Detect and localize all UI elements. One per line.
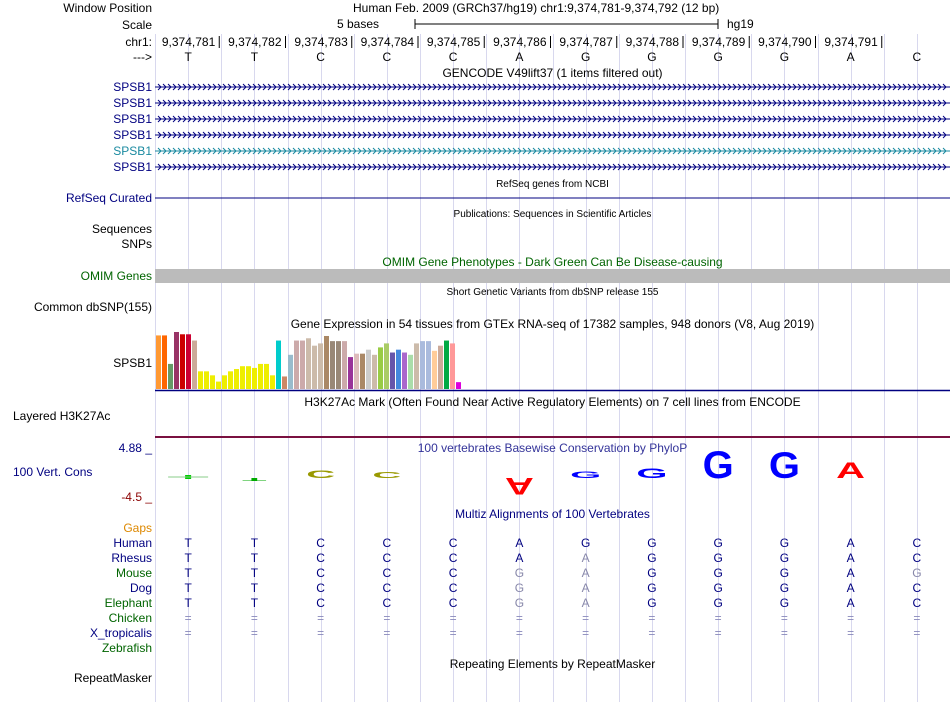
gtex-track-title: Gene Expression in 54 tissues from GTEx RNA-seq of 17382 samples, 948 donors (V8, Aug 2019) bbox=[290, 317, 815, 331]
ruler-position: 9,374,785 bbox=[426, 35, 481, 49]
multiz-base: G bbox=[713, 551, 723, 565]
multiz-base: C bbox=[912, 596, 922, 610]
gencode-track-label[interactable]: SPSB1 bbox=[113, 80, 152, 94]
repeatmasker-track-label[interactable]: RepeatMasker bbox=[73, 671, 152, 685]
gtex-tissue-bar bbox=[420, 341, 425, 389]
publications-snps-label[interactable]: SNPs bbox=[121, 237, 152, 251]
gtex-tissue-bar bbox=[264, 364, 269, 389]
track-background-svg bbox=[155, 0, 950, 702]
multiz-base: = bbox=[449, 611, 457, 625]
multiz-base: T bbox=[250, 551, 259, 565]
gtex-tissue-bar bbox=[258, 364, 263, 389]
multiz-base: G bbox=[713, 536, 723, 550]
omim-phenotype-bar bbox=[155, 269, 950, 283]
multiz-base: = bbox=[847, 611, 855, 625]
multiz-base: G bbox=[779, 581, 790, 595]
species-label-chicken: Chicken bbox=[108, 611, 152, 625]
multiz-base: T bbox=[250, 596, 259, 610]
multiz-base: = bbox=[250, 626, 258, 640]
gtex-tissue-bar bbox=[240, 366, 245, 389]
assembly-label: hg19 bbox=[727, 17, 754, 31]
species-label-elephant: Elephant bbox=[104, 596, 152, 610]
strand-label: ---> bbox=[133, 50, 152, 64]
multiz-base: G bbox=[713, 596, 723, 610]
multiz-base: C bbox=[316, 566, 325, 580]
multiz-base: G bbox=[779, 551, 790, 565]
phylop-base-letter: A bbox=[836, 457, 866, 483]
gtex-tissue-bar bbox=[222, 375, 227, 389]
multiz-base: A bbox=[846, 596, 855, 610]
scale-bar-text: 5 bases bbox=[337, 17, 380, 31]
h3k27ac-track-title: H3K27Ac Mark (Often Found Near Active Regulatory Elements) on 7 cell lines from ENCODE bbox=[304, 395, 801, 409]
multiz-base: = bbox=[780, 626, 788, 640]
gtex-tissue-bar bbox=[438, 346, 443, 389]
gtex-tissue-bar bbox=[318, 343, 323, 389]
reference-base: G bbox=[779, 50, 790, 64]
gtex-tissue-bar bbox=[276, 341, 281, 389]
reference-base: A bbox=[846, 50, 855, 64]
gencode-track-title: GENCODE V49lift37 (1 items filtered out) bbox=[442, 66, 663, 80]
dbsnp-track-title: Short Genetic Variants from dbSNP release 155 bbox=[446, 287, 659, 298]
multiz-base: T bbox=[250, 566, 259, 580]
ruler-position: 9,374,783 bbox=[294, 35, 348, 49]
gtex-tissue-bar bbox=[210, 375, 215, 389]
multiz-base: = bbox=[515, 626, 523, 640]
ruler-position: 9,374,786 bbox=[493, 35, 547, 49]
multiz-base: = bbox=[913, 611, 921, 625]
phylop-base-letter: T bbox=[242, 476, 267, 483]
multiz-base: A bbox=[581, 566, 590, 580]
multiz-base: = bbox=[648, 611, 656, 625]
gtex-tissue-bar bbox=[168, 364, 173, 389]
multiz-base: T bbox=[250, 536, 259, 550]
multiz-base: = bbox=[184, 611, 192, 625]
gtex-tissue-bar bbox=[324, 336, 329, 389]
multiz-base: = bbox=[250, 611, 258, 625]
multiz-base: C bbox=[912, 551, 922, 565]
gtex-tissue-bar bbox=[294, 341, 299, 389]
gtex-tissue-bar bbox=[378, 347, 383, 389]
ruler-position: 9,374,788 bbox=[625, 35, 679, 49]
multiz-base: G bbox=[580, 536, 591, 550]
multiz-base: G bbox=[779, 596, 790, 610]
h3k27ac-track-label[interactable]: Layered H3K27Ac bbox=[13, 409, 111, 423]
chromosome-label: chr1: bbox=[125, 35, 152, 49]
omim-track-label[interactable]: OMIM Genes bbox=[80, 269, 152, 283]
refseq-track-title: RefSeq genes from NCBI bbox=[496, 179, 609, 190]
multiz-base: A bbox=[581, 596, 590, 610]
gtex-tissue-bar bbox=[372, 355, 377, 389]
multiz-base: A bbox=[846, 551, 855, 565]
multiz-base: = bbox=[780, 611, 788, 625]
gtex-tissue-bar bbox=[342, 341, 347, 389]
gencode-track-label[interactable]: SPSB1 bbox=[113, 160, 152, 174]
reference-base: C bbox=[316, 50, 325, 64]
multiz-base: G bbox=[514, 596, 525, 610]
refseq-track-label[interactable]: RefSeq Curated bbox=[65, 191, 152, 205]
multiz-base: G bbox=[647, 581, 657, 595]
gtex-tissue-bar bbox=[282, 376, 287, 389]
ruler-position: 9,374,789 bbox=[691, 35, 746, 49]
multiz-base: G bbox=[647, 551, 657, 565]
phylop-base-letter: G bbox=[768, 445, 800, 487]
multiz-base: = bbox=[582, 611, 590, 625]
multiz-base: = bbox=[383, 626, 391, 640]
multiz-base: T bbox=[184, 536, 192, 550]
phylop-track-label[interactable]: 100 Vert. Cons bbox=[13, 465, 93, 479]
gtex-tissue-bar bbox=[348, 357, 353, 389]
multiz-base: C bbox=[448, 551, 458, 565]
multiz-base: T bbox=[184, 596, 192, 610]
gtex-tissue-bar bbox=[270, 375, 275, 389]
multiz-base: C bbox=[382, 536, 392, 550]
multiz-base: T bbox=[184, 581, 192, 595]
gtex-tissue-bar bbox=[426, 341, 431, 389]
reference-base: C bbox=[912, 50, 922, 64]
phylop-base-letter: A bbox=[504, 472, 534, 500]
phylop-base-letter: G bbox=[636, 465, 668, 482]
multiz-base: A bbox=[846, 566, 855, 580]
multiz-base: C bbox=[448, 581, 458, 595]
phylop-base-letter: C bbox=[372, 470, 402, 481]
species-label-human: Human bbox=[113, 536, 152, 550]
gtex-tissue-bar bbox=[306, 338, 311, 389]
multiz-track-title: Multiz Alignments of 100 Vertebrates bbox=[455, 507, 650, 521]
gtex-tissue-bar bbox=[444, 341, 449, 389]
multiz-base: = bbox=[184, 626, 192, 640]
multiz-base: A bbox=[846, 581, 855, 595]
ruler-position: 9,374,784 bbox=[360, 35, 414, 49]
multiz-base: C bbox=[316, 596, 325, 610]
multiz-base: = bbox=[648, 626, 656, 640]
species-label-rhesus: Rhesus bbox=[111, 551, 152, 565]
species-label-mouse: Mouse bbox=[115, 566, 152, 580]
multiz-base: = bbox=[714, 611, 722, 625]
multiz-base: G bbox=[713, 581, 723, 595]
reference-base: C bbox=[382, 50, 392, 64]
gtex-tissue-bar bbox=[432, 351, 437, 389]
dbsnp-track-label[interactable]: Common dbSNP(155) bbox=[33, 300, 152, 314]
multiz-base: G bbox=[647, 566, 657, 580]
multiz-base: = bbox=[847, 626, 855, 640]
phylop-ymax-label: 4.88 _ bbox=[118, 441, 152, 455]
gtex-tissue-bar bbox=[246, 366, 251, 389]
gtex-tissue-bar bbox=[180, 334, 185, 389]
reference-base: A bbox=[515, 50, 524, 64]
gtex-tissue-bar bbox=[288, 355, 293, 389]
gtex-tissue-bar bbox=[156, 335, 161, 389]
multiz-base: = bbox=[515, 611, 523, 625]
multiz-base: G bbox=[912, 566, 922, 580]
multiz-base: C bbox=[912, 581, 922, 595]
gtex-tissue-bar bbox=[354, 354, 359, 389]
multiz-base: C bbox=[316, 536, 325, 550]
multiz-base: T bbox=[184, 566, 192, 580]
gtex-tissue-bar bbox=[174, 332, 179, 389]
gtex-tissue-bar bbox=[456, 382, 461, 389]
publications-track-title: Publications: Sequences in Scientific Articles bbox=[453, 209, 652, 220]
gtex-tissue-bar bbox=[186, 334, 191, 389]
multiz-base: = bbox=[913, 626, 921, 640]
gtex-tissue-bar bbox=[360, 354, 365, 389]
gtex-tissue-bar bbox=[330, 341, 335, 389]
gtex-tissue-bar bbox=[408, 355, 413, 389]
ruler-position: 9,374,782 bbox=[228, 35, 282, 49]
phylop-track-title: 100 vertebrates Basewise Conservation by PhyloP bbox=[417, 441, 688, 455]
gtex-tissue-bar bbox=[228, 371, 233, 389]
omim-track-title: OMIM Gene Phenotypes - Dark Green Can Be Disease-causing bbox=[382, 255, 723, 269]
gtex-tissue-bar bbox=[414, 343, 419, 389]
gtex-tissue-bar bbox=[396, 350, 401, 389]
multiz-base: A bbox=[846, 536, 855, 550]
gtex-tissue-bar bbox=[252, 368, 257, 389]
multiz-base: C bbox=[382, 596, 392, 610]
gtex-tissue-bar bbox=[312, 346, 317, 389]
species-label-x-tropicalis: X_tropicalis bbox=[89, 626, 152, 640]
gtex-tissue-bar bbox=[216, 382, 221, 389]
multiz-base: T bbox=[184, 551, 192, 565]
multiz-base: = bbox=[383, 611, 391, 625]
gtex-tissue-bar bbox=[300, 341, 305, 389]
gtex-tissue-bar bbox=[198, 371, 203, 389]
multiz-base: C bbox=[382, 581, 392, 595]
multiz-base: C bbox=[448, 566, 458, 580]
phylop-base-letter: G bbox=[570, 469, 602, 481]
ruler-position: 9,374,791 bbox=[824, 35, 878, 49]
multiz-base: C bbox=[316, 551, 325, 565]
reference-base: G bbox=[580, 50, 591, 64]
gtex-tissue-bar bbox=[192, 341, 197, 389]
gtex-tissue-bar bbox=[162, 335, 167, 389]
multiz-base: C bbox=[382, 551, 392, 565]
gtex-tissue-bar bbox=[384, 343, 389, 389]
gtex-tissue-bar bbox=[234, 369, 239, 389]
gencode-track-label[interactable]: SPSB1 bbox=[113, 112, 152, 126]
reference-base: G bbox=[647, 50, 657, 64]
ruler-position: 9,374,790 bbox=[758, 35, 812, 49]
multiz-base: = bbox=[317, 626, 325, 640]
reference-base: T bbox=[184, 50, 192, 64]
phylop-base-letter: C bbox=[306, 468, 336, 481]
gtex-tissue-bar bbox=[402, 353, 407, 389]
multiz-base: G bbox=[647, 596, 657, 610]
species-label-dog: Dog bbox=[129, 581, 152, 595]
window-position-label: Window Position bbox=[63, 1, 152, 15]
multiz-base: G bbox=[779, 566, 790, 580]
repeatmasker-track-title: Repeating Elements by RepeatMasker bbox=[449, 657, 656, 671]
ruler-position: 9,374,787 bbox=[559, 35, 613, 49]
multiz-base: T bbox=[250, 581, 259, 595]
multiz-base: = bbox=[317, 611, 325, 625]
scale-label: Scale bbox=[121, 18, 152, 32]
gtex-track-label[interactable]: SPSB1 bbox=[113, 356, 152, 370]
multiz-base: A bbox=[515, 551, 524, 565]
multiz-base: A bbox=[581, 551, 590, 565]
multiz-base: G bbox=[514, 581, 525, 595]
gencode-track-label[interactable]: SPSB1 bbox=[113, 128, 152, 142]
reference-base: C bbox=[448, 50, 458, 64]
multiz-base: C bbox=[382, 566, 392, 580]
multiz-base: C bbox=[912, 536, 922, 550]
gencode-track-label-selected[interactable]: SPSB1 bbox=[113, 144, 152, 158]
multiz-base: = bbox=[449, 626, 457, 640]
multiz-base: = bbox=[714, 626, 722, 640]
multiz-gaps-label: Gaps bbox=[123, 521, 152, 535]
track-label-column bbox=[0, 0, 155, 702]
gtex-tissue-bar bbox=[450, 343, 455, 389]
multiz-base: G bbox=[514, 566, 525, 580]
gencode-track-label[interactable]: SPSB1 bbox=[113, 96, 152, 110]
multiz-base: = bbox=[582, 626, 590, 640]
gtex-tissue-bar bbox=[390, 353, 395, 389]
phylop-base-letter: G bbox=[702, 443, 734, 487]
reference-base: G bbox=[713, 50, 723, 64]
gtex-tissue-bar bbox=[366, 350, 371, 389]
gtex-tissue-bar bbox=[336, 341, 341, 389]
browser-title: Human Feb. 2009 (GRCh37/hg19) chr1:9,374,781-9,374,792 (12 bp) bbox=[353, 1, 720, 15]
multiz-base: C bbox=[448, 536, 458, 550]
multiz-base: C bbox=[316, 581, 325, 595]
publications-sequences-label[interactable]: Sequences bbox=[91, 222, 152, 236]
multiz-base: G bbox=[647, 536, 657, 550]
multiz-base: C bbox=[448, 596, 458, 610]
multiz-base: G bbox=[713, 566, 723, 580]
species-label-zebrafish: Zebrafish bbox=[101, 641, 152, 655]
gtex-tissue-bar bbox=[204, 371, 209, 389]
phylop-ymin-label: -4.5 _ bbox=[121, 490, 152, 504]
reference-base: T bbox=[250, 50, 259, 64]
ruler-position: 9,374,781 bbox=[161, 35, 216, 49]
multiz-base: A bbox=[581, 581, 590, 595]
track-image-area[interactable] bbox=[155, 0, 950, 702]
multiz-base: G bbox=[779, 536, 790, 550]
multiz-base: A bbox=[515, 536, 524, 550]
